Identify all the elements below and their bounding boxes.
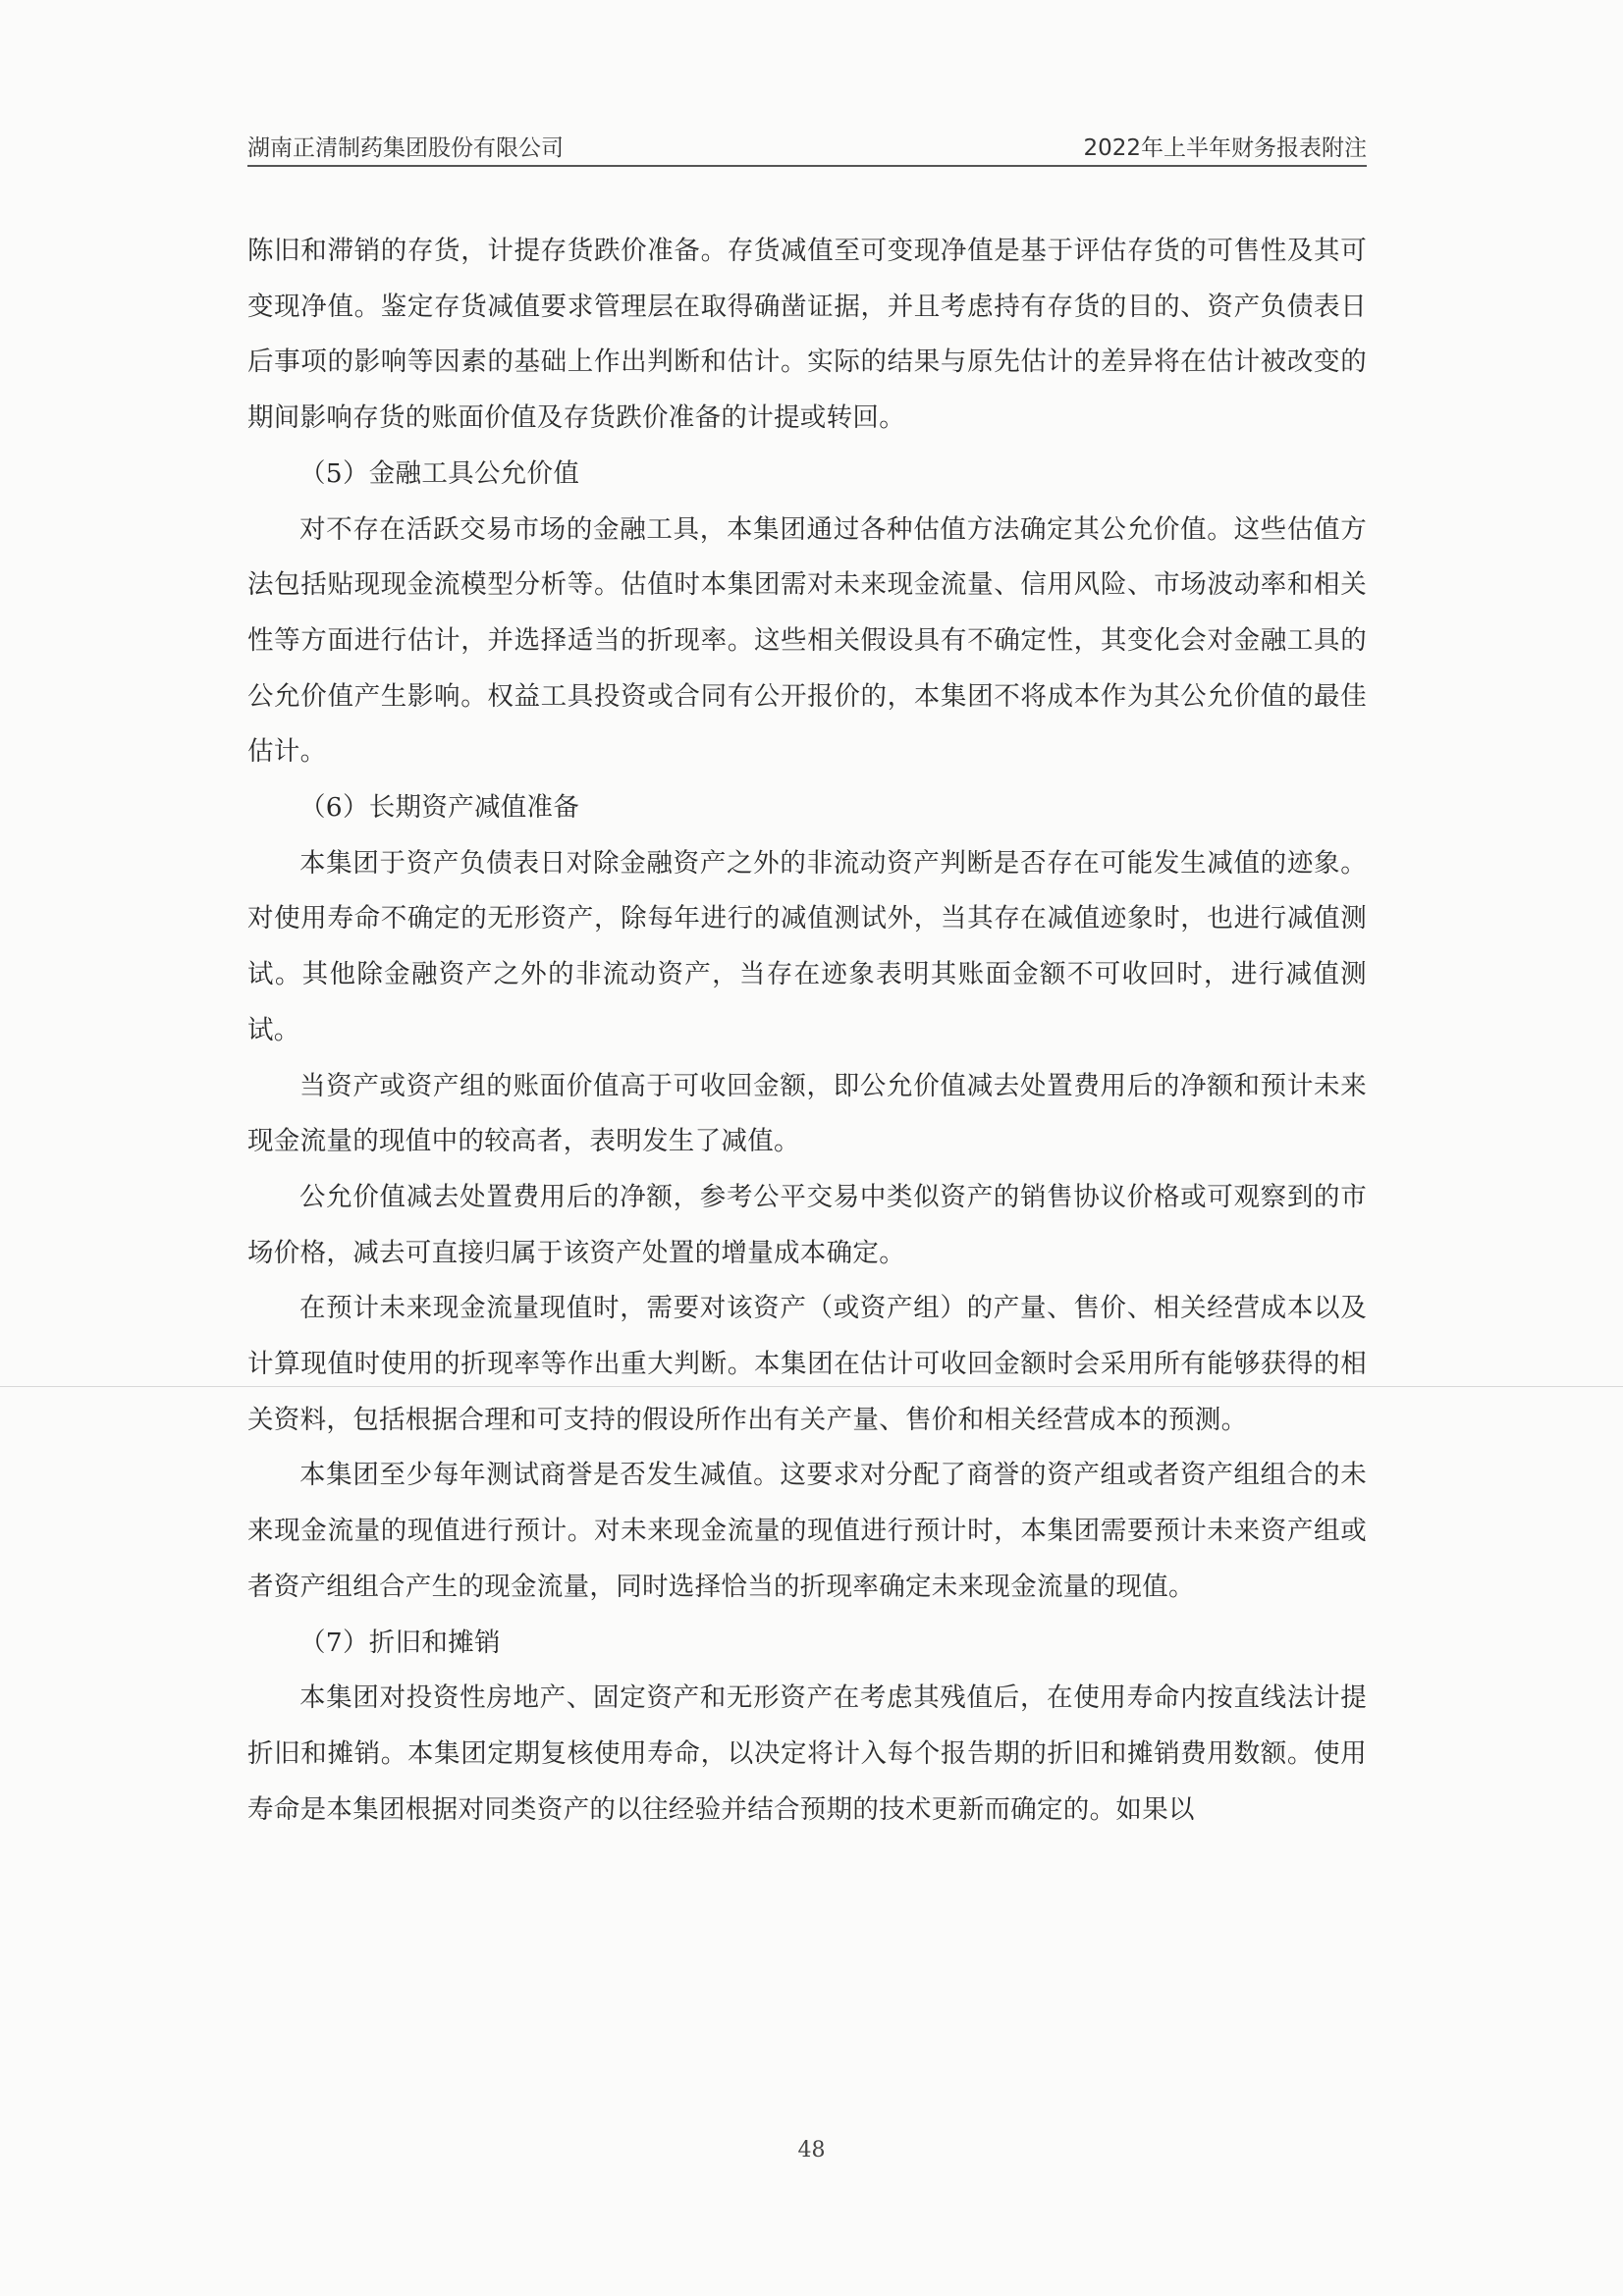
paragraph-cash-flow-estimate: 在预计未来现金流量现值时，需要对该资产（或资产组）的产量、售价、相关经营成本以及计算现值时使用的折现率等作出重大判断。本集团在估计可收回金额时会采用所有能够获得的相关资料，包括根据合理和可支持的假设所作出有关产量、售价和相关经营成本的预测。	[247, 1293, 1367, 1435]
paragraph-recoverable-amount: 当资产或资产组的账面价值高于可收回金额，即公允价值减去处置费用后的净额和预计未来现金流量的现值中的较高者，表明发生了减值。	[247, 1070, 1367, 1157]
company-name: 湖南正清制药集团股份有限公司	[247, 135, 564, 161]
paragraph-fair-value: 对不存在活跃交易市场的金融工具，本集团通过各种估值方法确定其公允价值。这些估值方法包括贴现现金流模型分析等。估值时本集团需对未来现金流量、信用风险、市场波动率和相关性等方面进行估计，并选择适当的折现率。这些相关假设具有不确定性，其变化会对金融工具的公允价值产生影响。权益工具投资或合同有公开报价的，本集团不将成本作为其公允价值的最佳估计。	[247, 513, 1367, 768]
page-number: 48	[797, 2138, 826, 2163]
paragraph-impairment-indicators: 本集团于资产负债表日对除金融资产之外的非流动资产判断是否存在可能发生减值的迹象。对使用寿命不确定的无形资产，除每年进行的减值测试外，当其存在减值迹象时，也进行减值测试。其他除金融资产之外的非流动资产，当存在迹象表明其账面金额不可收回时，进行减值测试。	[247, 847, 1367, 1045]
page-header	[247, 126, 1367, 167]
document-body	[247, 224, 1367, 1838]
section-heading-5: （5）金融工具公允价值	[299, 457, 580, 489]
paragraph-depreciation: 本集团对投资性房地产、固定资产和无形资产在考虑其残值后，在使用寿命内按直线法计提折旧和摊销。本集团定期复核使用寿命，以决定将计入每个报告期的折旧和摊销费用数额。使用寿命是本集团根据对同类资产的以往经验并结合预期的技术更新而确定的。如果以	[247, 1682, 1367, 1825]
report-title: 2022年上半年财务报表附注	[1083, 135, 1367, 161]
paragraph-goodwill: 本集团至少每年测试商誉是否发生减值。这要求对分配了商誉的资产组或者资产组组合的未来现金流量的现值进行预计。对未来现金流量的现值进行预计时，本集团需要预计未来资产组或者资产组组合产生的现金流量，同时选择恰当的折现率确定未来现金流量的现值。	[247, 1460, 1367, 1602]
paragraph-net-fair-value: 公允价值减去处置费用后的净额，参考公平交易中类似资产的销售协议价格或可观察到的市场价格，减去可直接归属于该资产处置的增量成本确定。	[247, 1181, 1367, 1268]
section-heading-7: （7）折旧和摊销	[299, 1627, 501, 1658]
section-heading-6: （6）长期资产减值准备	[299, 792, 580, 824]
paragraph-inventory-continued: 陈旧和滞销的存货，计提存货跌价准备。存货减值至可变现净值是基于评估存货的可售性及其可变现净值。鉴定存货减值要求管理层在取得确凿证据，并且考虑持有存货的目的、资产负债表日后事项的影响等因素的基础上作出判断和估计。实际的结果与原先估计的差异将在估计被改变的期间影响存货的账面价值及存货跌价准备的计提或转回。	[247, 236, 1367, 434]
